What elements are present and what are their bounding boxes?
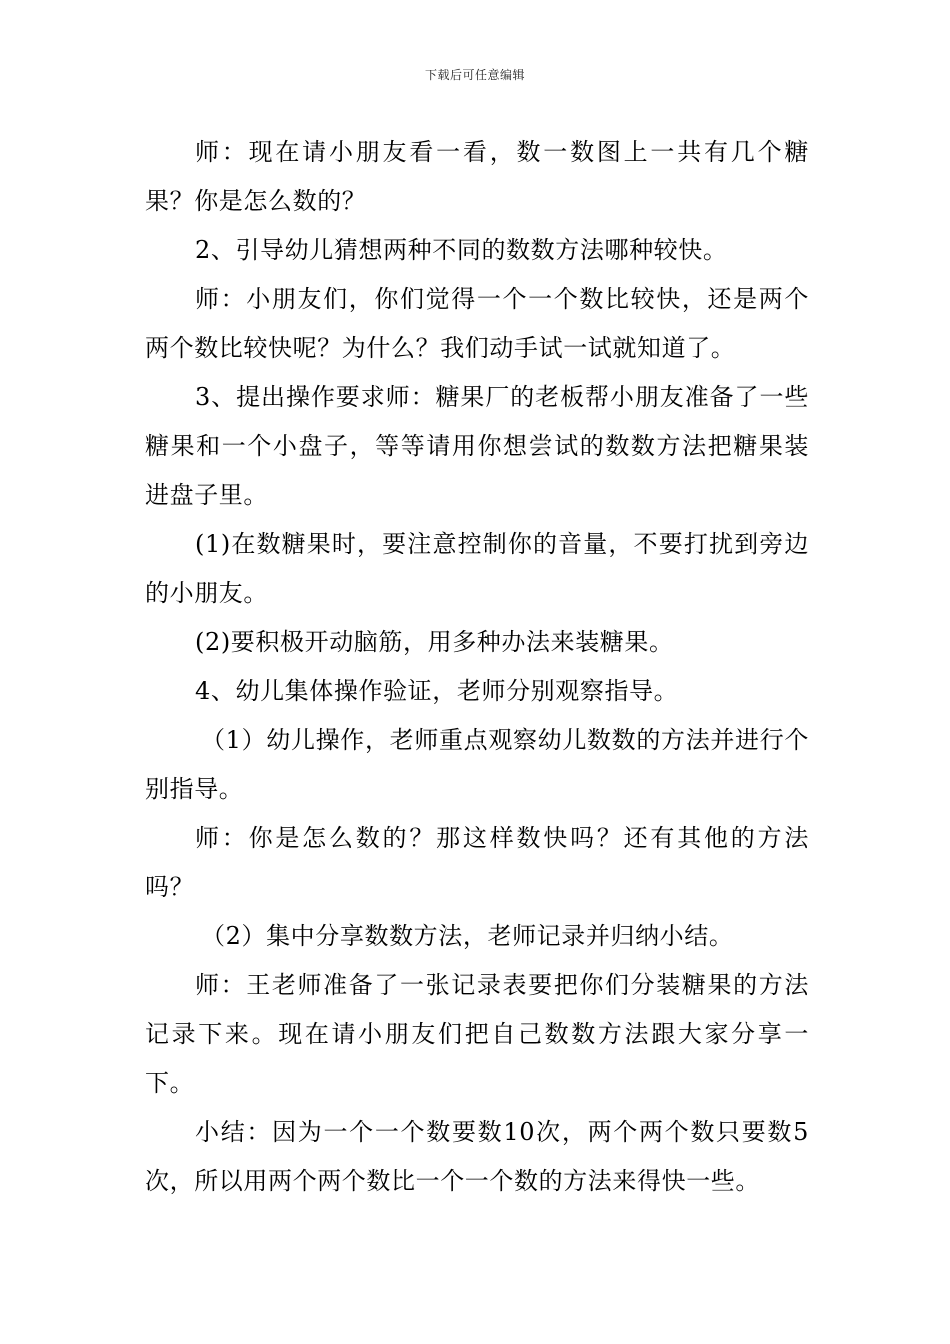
page-header: 下载后可任意编辑 <box>424 68 525 82</box>
document-body <box>145 128 809 1206</box>
paragraph-teacher-other-methods: 师：你是怎么数的？那这样数快吗？还有其他的方法吗？ <box>145 824 809 901</box>
paragraph-teacher-count-candies: 师：现在请小朋友看一看，数一数图上一共有几个糖果？你是怎么数的？ <box>145 138 809 215</box>
paragraph-step-2: 2、引导幼儿猜想两种不同的数数方法哪种较快。 <box>195 236 728 264</box>
paragraph-summary: 小结：因为一个一个数要数10次，两个两个数只要数5次，所以用两个两个数比一个一个数的方法来得快一些。 <box>145 1118 809 1195</box>
paragraph-rule-2: (2)要积极开动脑筋，用多种办法来装糖果。 <box>195 628 674 656</box>
paragraph-teacher-record-table: 师：王老师准备了一张记录表要把你们分装糖果的方法记录下来。现在请小朋友们把自己数数方法跟大家分享一下。 <box>145 971 809 1097</box>
paragraph-step-4: 4、幼儿集体操作验证，老师分别观察指导。 <box>195 677 679 705</box>
paragraph-sub-2: （2）集中分享数数方法，老师记录并归纳小结。 <box>201 922 734 950</box>
paragraph-step-3: 3、提出操作要求师：糖果厂的老板帮小朋友准备了一些糖果和一个小盘子，等等请用你想尝试的数数方法把糖果装进盘子里。 <box>145 383 809 509</box>
paragraph-sub-1: （1）幼儿操作，老师重点观察幼儿数数的方法并进行个别指导。 <box>145 726 809 803</box>
paragraph-teacher-which-faster: 师：小朋友们，你们觉得一个一个数比较快，还是两个两个数比较快呢？为什么？我们动手试一试就知道了。 <box>145 285 809 362</box>
paragraph-rule-1: (1)在数糖果时，要注意控制你的音量，不要打扰到旁边的小朋友。 <box>145 530 809 607</box>
